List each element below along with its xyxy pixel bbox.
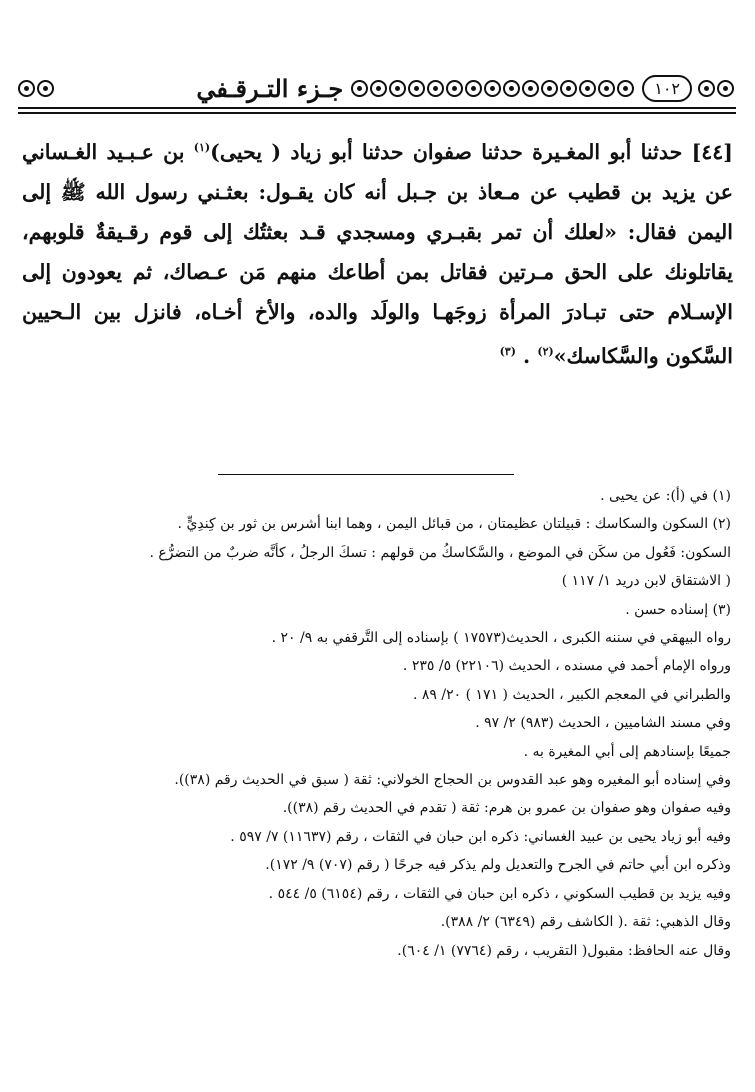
footnote-line: وفي مسند الشاميين ، الحديث (٩٨٣) ٢/ ٩٧ . — [475, 715, 731, 732]
footnote-separator — [218, 474, 514, 475]
header-ornament-right — [698, 80, 736, 97]
header-row — [18, 70, 736, 106]
footnote-line: وفيه يزيد بن قطيب السكوني ، ذكره ابن حبان في الثقات ، رقم (٦١٥٤) ٥/ ٥٤٤ . — [268, 885, 731, 902]
footnote-ref: (٣) — [499, 344, 516, 358]
footnote-line: وقال عنه الحافظ: مقبول( التقريب ، رقم (٧٧٦٤) ١/ ٦٠٤). — [397, 942, 731, 959]
footnote-line: وفيه أبو زياد يحيى بن عبيد الغساني: ذكره ابن حبان في الثقات ، رقم (١١٦٣٧) ٧/ ٥٩٧ . — [230, 828, 731, 845]
footnote-line: (٢) السكون والسكاسك : قبيلتان عظيمتان ، من قبائل اليمن ، وهما ابنا أشرس بن ثور بن كِندِيٍّ . — [177, 516, 731, 533]
footnote-line: ورواه الإمام أحمد في مسنده ، الحديث (٢٢١٠٦) ٥/ ٢٣٥ . — [402, 658, 731, 675]
book-title: جـزء التـرقـفي — [196, 73, 344, 103]
header-ornament-left — [18, 80, 56, 97]
footnote-line: والطبراني في المعجم الكبير ، الحديث ( ١٧١ ) ٢٠/ ٨٩ . — [412, 686, 731, 703]
footnote-line: (١) في (أ): عن يحيى . — [600, 488, 731, 504]
page-header — [18, 70, 736, 114]
page-number: ١٠٢ — [642, 75, 692, 102]
footnote-ref: (٢) — [537, 344, 554, 358]
footnotes — [22, 482, 731, 965]
footnote-line: ( الاشتقاق لابن دريد ١/ ١١٧ ) — [561, 573, 731, 590]
hadith-text — [22, 128, 733, 376]
header-rule — [18, 107, 736, 109]
footnote-line: وفيه صفوان وهو صفوان بن عمرو بن هرم: ثقة ( تقدم في الحديث رقم (٣٨)). — [282, 800, 731, 817]
footnote-line: وذكره ابن أبي حاتم في الجرح والتعديل ولم يذكر فيه جرحًا ( رقم (٧٠٧) ٩/ ١٧٢). — [265, 857, 731, 874]
footnote-line: وقال الذهبي: ثقة .( الكاشف رقم (٦٣٤٩) ٢/ ٣٨٨). — [440, 914, 731, 931]
header-ornament-chain — [351, 80, 636, 97]
footnote-line: (٣) إسناده حسن . — [625, 601, 731, 618]
hadith-text-part: . — [515, 343, 538, 368]
hadith-number: [٤٤] — [691, 139, 733, 164]
footnote-line: رواه البيهقي في سننه الكبرى ، الحديث(١٧٥٧٣ ) بإسناده إلى التَّرقفي به ٩/ ٢٠ . — [271, 630, 731, 647]
footnote-line: السكون: فَعُول من سكَن في الموضع ، والسَّكاسكُ من قولهم : تسكَ الرجلُ ، كأنَّه ضربٌ من التضرُّع . — [149, 544, 731, 561]
footnote-line: وفي إسناده أبو المغيره وهو عبد القدوس بن الحجاج الخولاني: ثقة ( سبق في الحديث رقم (٣٨)). — [174, 772, 731, 789]
hadith-text-part: حدثنا أبو المغـيرة حدثنا صفوان حدثنا أبو زياد ( يحيى) — [210, 139, 692, 164]
header-rule-double — [18, 112, 736, 114]
footnote-line: جميعًا بإسنادهم إلى أبي المغيرة به . — [523, 743, 731, 760]
footnote-ref: (١) — [193, 141, 211, 154]
hadith-text-part: بن عـبـيد الغـساني عن يزيد بن قطيب عن مـعاذ بن جـبل أنه كان يقـول: بعثـني رسول الله ﷺ إلى اليمن فقال: «لعلك أن تمر بقبـري ومسجدي قـد بعثتُك إلى قوم رقـيقةٌ قلوبهم، يقاتلونك على الحق مـرتين فقاتل بمن أطاعك منهم مَن عـصاك، ثم يعودون إلى الإسـلام حتى تبـادرَ المرأة زوجَهـا والولَد والده، والأخ أخـاه، فانزل بين الـحيين السَّكون والسَّكاسك» — [22, 139, 733, 368]
